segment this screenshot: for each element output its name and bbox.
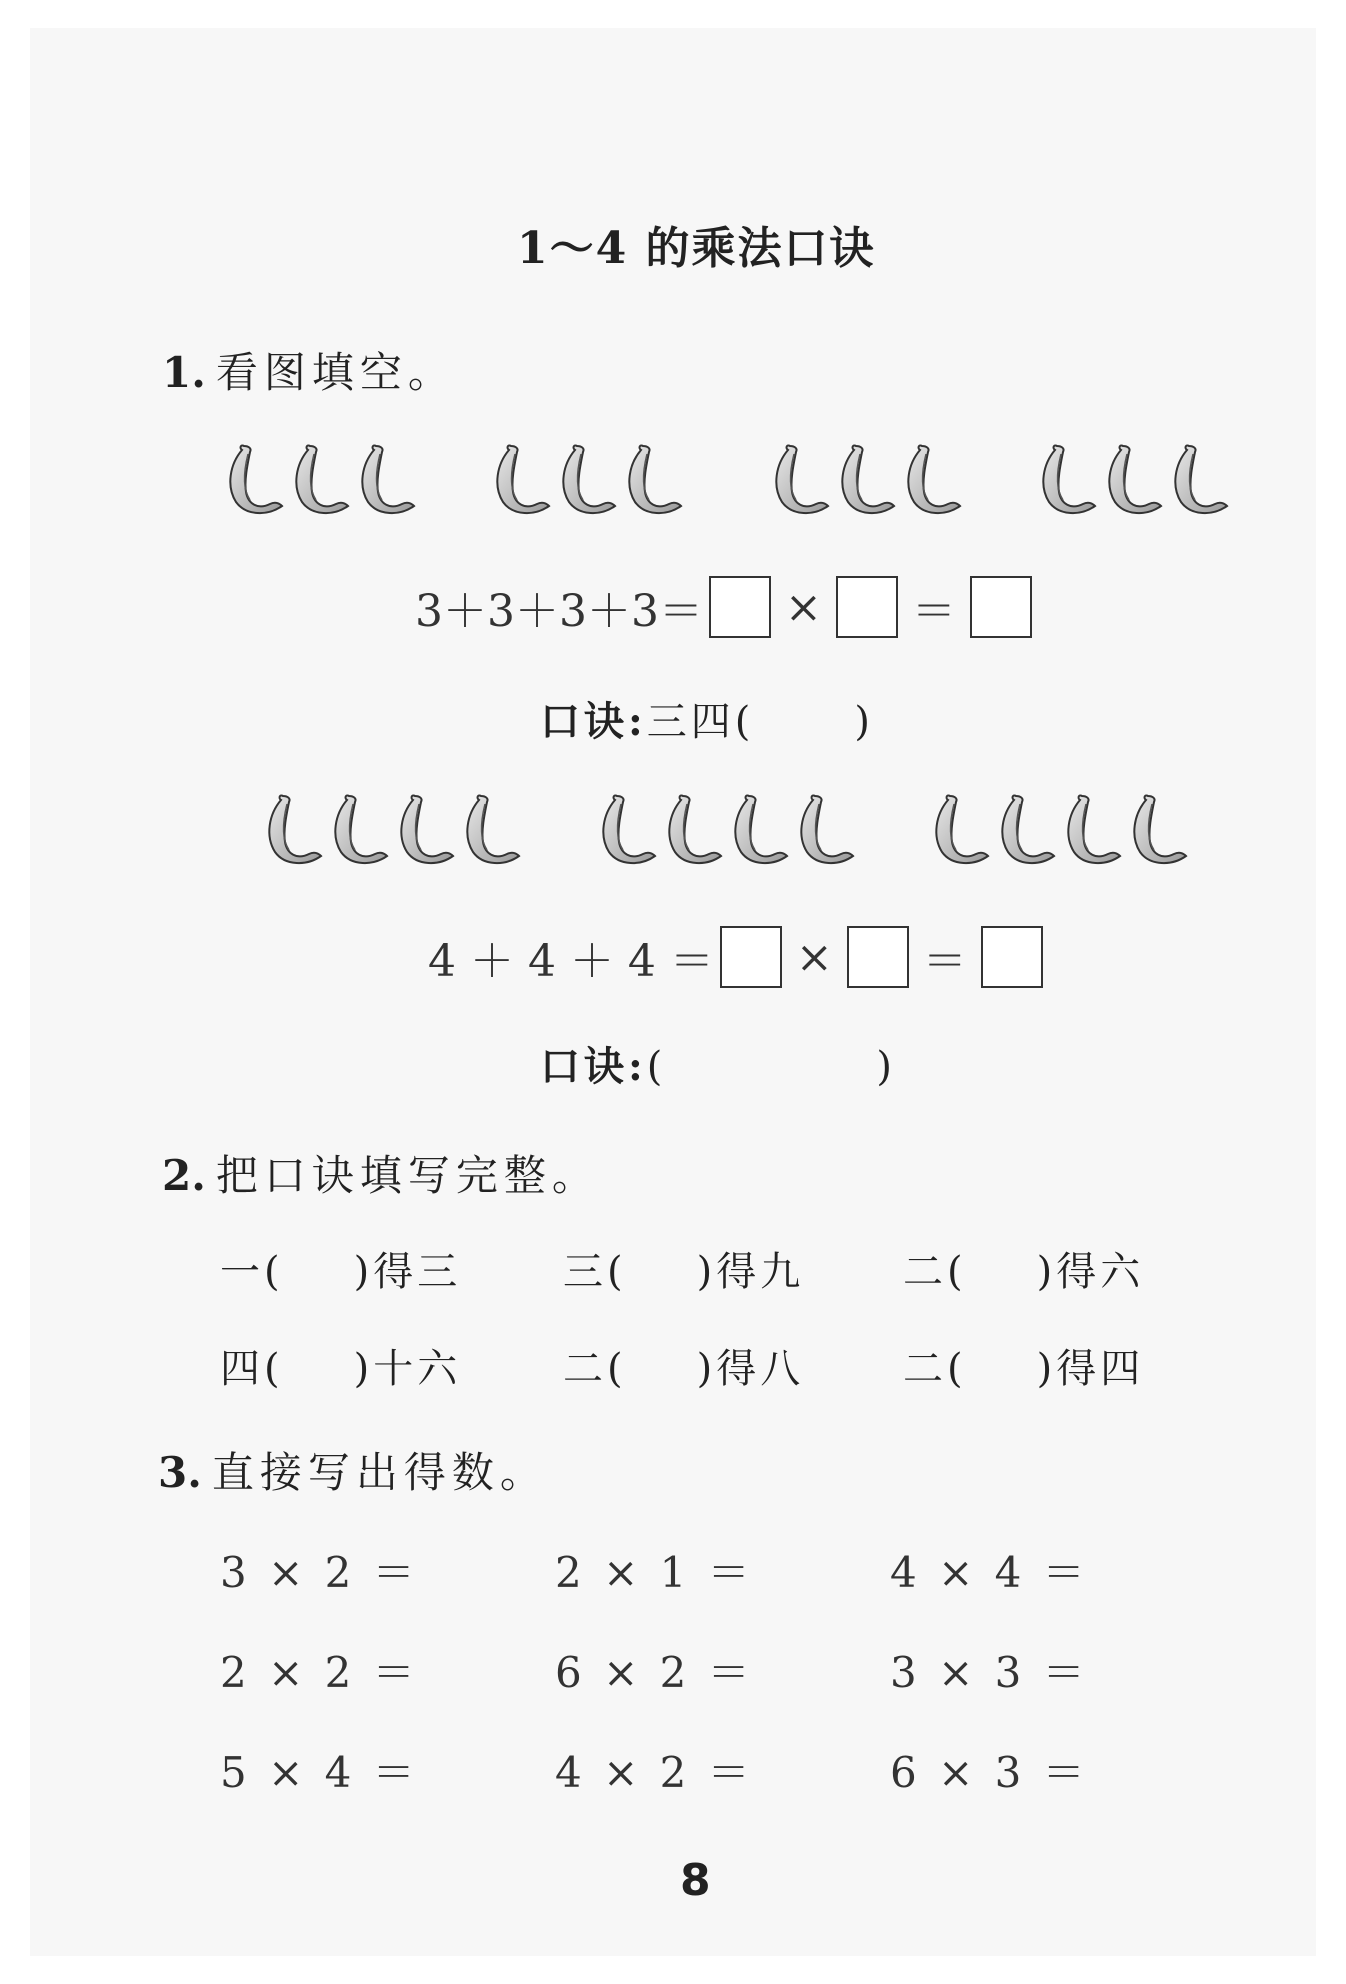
page-number: 8: [680, 1855, 711, 1906]
page-title: 1～4 的乘法口诀: [517, 223, 876, 274]
calc-item: 6 × 2 ＝: [555, 1648, 754, 1697]
banana-icon: [994, 790, 1058, 868]
koujue-text: (: [646, 1044, 667, 1090]
banana-icon: [1035, 440, 1099, 518]
banana-icon: [1060, 790, 1124, 868]
banana-icon: [834, 440, 898, 518]
question-2-heading: [162, 1143, 600, 1203]
calc-item: 2 × 1 ＝: [555, 1548, 754, 1597]
equals-sign: ＝: [911, 586, 956, 637]
question-1-heading: [162, 340, 456, 400]
equation-1: [415, 575, 1038, 639]
banana-icon: [900, 440, 964, 518]
banana-group: [768, 440, 966, 518]
calc-item: 3 × 3 ＝: [890, 1648, 1089, 1697]
banana-icon: [727, 790, 791, 868]
koujue-label: 口诀:: [540, 1043, 647, 1090]
banana-icon: [261, 790, 325, 868]
koujue-line-2: [540, 1035, 896, 1092]
banana-icon: [1126, 790, 1190, 868]
banana-group: [222, 440, 420, 518]
answer-box[interactable]: [709, 576, 771, 638]
banana-icon: [621, 440, 685, 518]
times-sign: ×: [795, 931, 833, 983]
banana-icon: [1101, 440, 1165, 518]
question-text: 看图填空。: [215, 348, 456, 397]
question-number: 2.: [162, 1151, 206, 1200]
calc-item: 4 × 4 ＝: [890, 1548, 1089, 1597]
fill-item: 二( )得八: [563, 1346, 805, 1392]
banana-icon: [555, 440, 619, 518]
banana-icon: [661, 790, 725, 868]
fill-item: 四( )十六: [220, 1346, 462, 1392]
koujue-line-1: [540, 690, 874, 747]
banana-group: [928, 790, 1192, 868]
fill-item: 二( )得四: [903, 1346, 1145, 1392]
banana-icon: [1167, 440, 1231, 518]
koujue-label: 口诀:: [540, 698, 647, 745]
answer-box[interactable]: [836, 576, 898, 638]
fill-item: 三( )得九: [563, 1249, 805, 1295]
answer-box[interactable]: [970, 576, 1032, 638]
banana-icon: [222, 440, 286, 518]
calc-item: 2 × 2 ＝: [220, 1648, 419, 1697]
answer-box[interactable]: [720, 926, 782, 988]
calc-item: 3 × 2 ＝: [220, 1548, 419, 1597]
banana-icon: [595, 790, 659, 868]
koujue-close: ): [854, 699, 874, 745]
equals-sign: ＝: [922, 936, 967, 987]
question-number: 3.: [158, 1448, 202, 1497]
banana-icon: [288, 440, 352, 518]
banana-icon: [354, 440, 418, 518]
banana-icon: [327, 790, 391, 868]
question-number: 1.: [162, 348, 206, 397]
koujue-close: ): [876, 1044, 896, 1090]
question-text: 直接写出得数。: [211, 1448, 548, 1497]
banana-icon: [393, 790, 457, 868]
fill-item: 二( )得六: [903, 1249, 1145, 1295]
fill-item: 一( )得三: [220, 1249, 462, 1295]
banana-group: [489, 440, 687, 518]
banana-group: [595, 790, 859, 868]
question-text: 把口诀填写完整。: [215, 1151, 600, 1200]
calc-item: 5 × 4 ＝: [220, 1748, 419, 1797]
answer-box[interactable]: [847, 926, 909, 988]
calc-item: 6 × 3 ＝: [890, 1748, 1089, 1797]
calc-item: 4 × 2 ＝: [555, 1748, 754, 1797]
banana-icon: [793, 790, 857, 868]
equation-addition: 3＋3＋3＋3＝: [415, 586, 703, 637]
banana-icon: [489, 440, 553, 518]
banana-icon: [928, 790, 992, 868]
banana-icon: [768, 440, 832, 518]
equation-addition: 4 ＋ 4 ＋ 4 ＝: [428, 936, 714, 987]
banana-group: [261, 790, 525, 868]
answer-box[interactable]: [981, 926, 1043, 988]
question-3-heading: [158, 1440, 548, 1500]
times-sign: ×: [784, 581, 822, 633]
koujue-text: 三四(: [646, 699, 755, 745]
equation-2: [428, 925, 1049, 989]
banana-icon: [459, 790, 523, 868]
banana-group: [1035, 440, 1233, 518]
